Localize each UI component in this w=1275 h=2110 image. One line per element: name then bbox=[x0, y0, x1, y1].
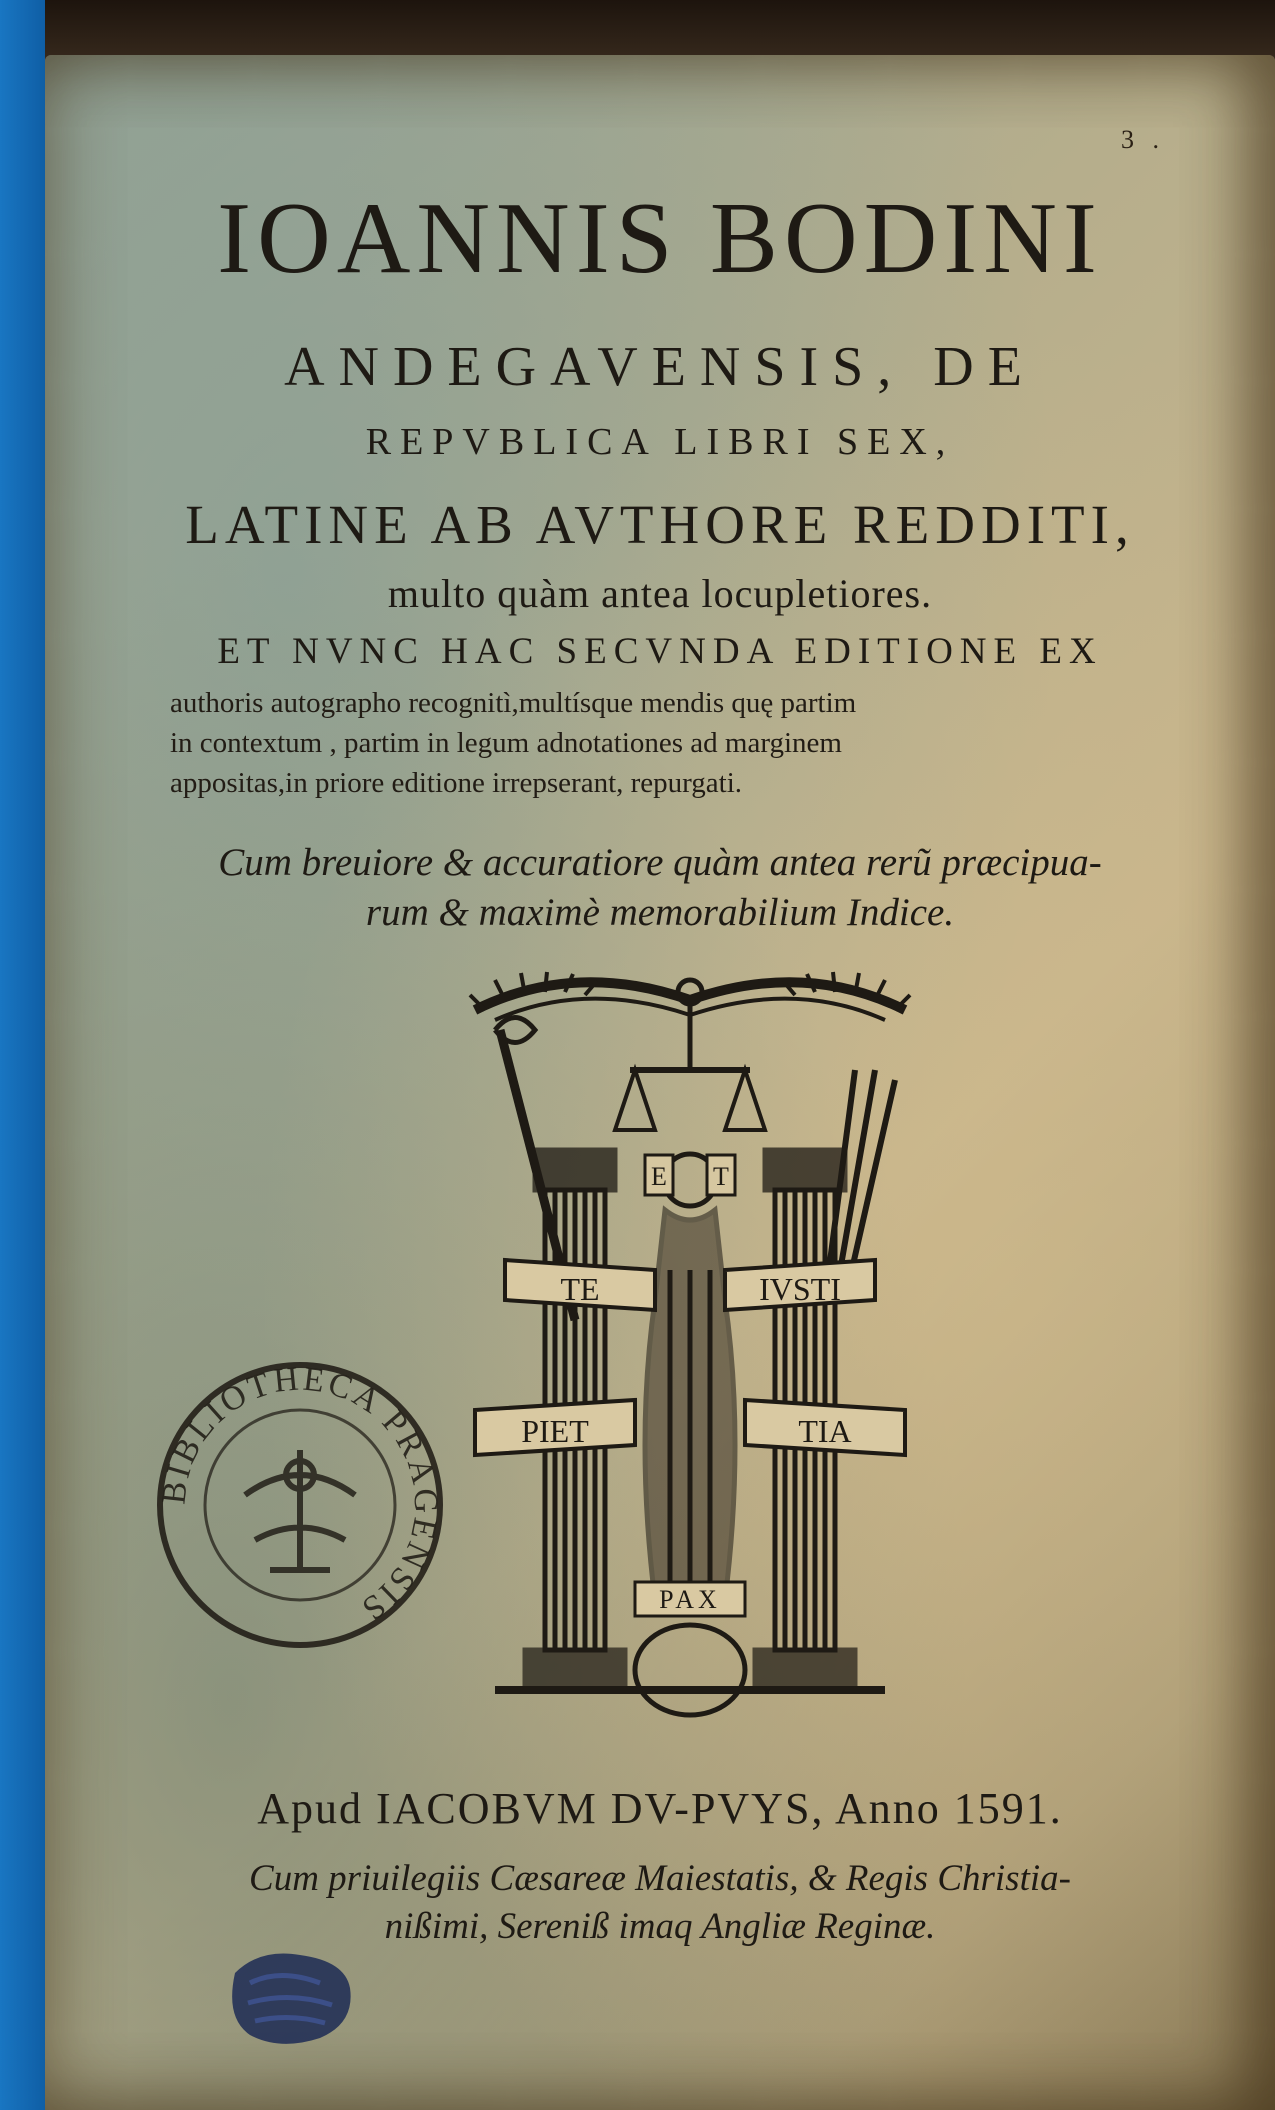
scale-pans bbox=[615, 1070, 765, 1130]
subtitle: multo quàm antea locupletiores. bbox=[387, 571, 933, 616]
medallion-right-text: T bbox=[713, 1162, 729, 1191]
author-origin: ANDEGAVENSIS, DE bbox=[284, 336, 1036, 398]
library-seal bbox=[150, 1355, 450, 1655]
edition-line: authoris autographo recognitì,multísque mendis quę partim bbox=[170, 687, 857, 719]
crest bbox=[635, 1625, 745, 1715]
author-title: IOANNIS BODINI bbox=[217, 182, 1103, 295]
seal-inscription: BIBLIOTHECA PRAGENSIS bbox=[155, 1360, 445, 1629]
scan-border bbox=[0, 0, 45, 2110]
pax-text: PAX bbox=[659, 1585, 721, 1614]
banner-text-piet: PIET bbox=[521, 1413, 589, 1449]
banner-text-te: TE bbox=[560, 1271, 600, 1307]
privilege-line: Cum priuilegiis Cæsareæ Maiestatis, & Regis Christia- bbox=[249, 1858, 1071, 1899]
privilege-line: nißimi, Sereniß imaq Angliæ Reginæ. bbox=[384, 1906, 936, 1947]
edition-line: appositas,in priore editione irrepserant, repurgati. bbox=[170, 767, 743, 799]
medallion-left-text: E bbox=[651, 1162, 667, 1191]
publisher-imprint: Apud IACOBVM DV-PVYS, Anno 1591. bbox=[257, 1784, 1063, 1833]
edition-line: in contextum , partim in legum adnotationes ad marginem bbox=[170, 727, 842, 759]
banner-text-iusti: IVSTI bbox=[759, 1271, 841, 1307]
work-title: REPVBLICA LIBRI SEX, bbox=[365, 421, 955, 463]
translation-note: LATINE AB AVTHORE REDDITI, bbox=[185, 494, 1135, 555]
justice-figure bbox=[645, 1154, 735, 1600]
ink-stamp bbox=[220, 1943, 360, 2053]
title-page bbox=[45, 55, 1275, 2110]
printers-device-woodcut bbox=[455, 970, 925, 1750]
index-note: rum & maximè memorabilium Indice. bbox=[365, 891, 955, 934]
index-note: Cum breuiore & accuratiore quàm antea rerũ præcipua- bbox=[218, 841, 1102, 884]
page-mark: 3 . bbox=[1121, 125, 1165, 154]
banner-text-tia: TIA bbox=[798, 1413, 852, 1449]
edition-heading: ET NVNC HAC SECVNDA EDITIONE EX bbox=[217, 631, 1103, 672]
seal-eagle-icon bbox=[245, 1450, 355, 1570]
